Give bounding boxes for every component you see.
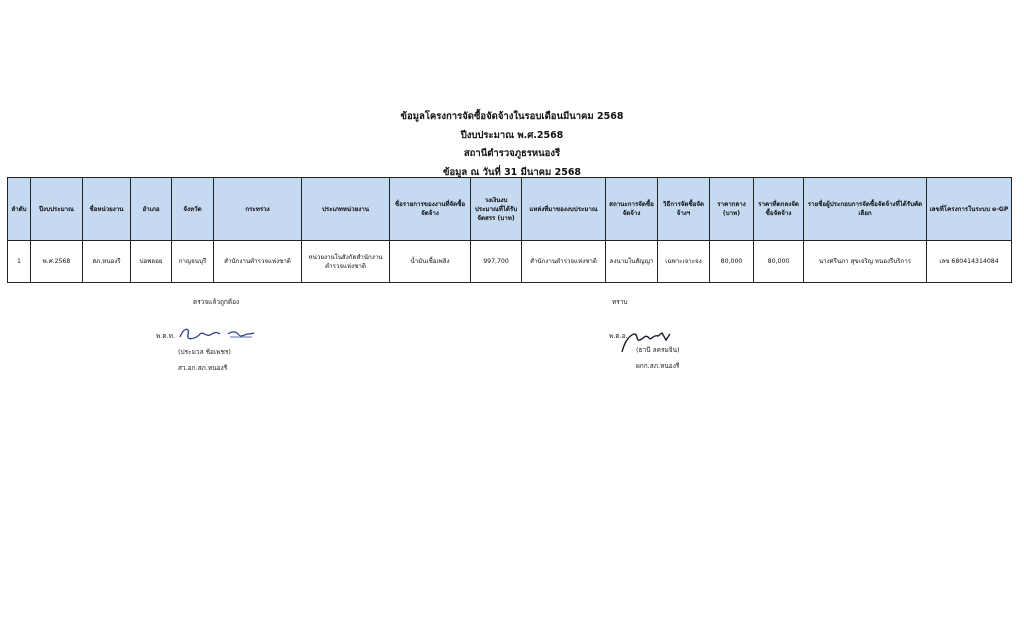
cell-status: ลงนามในสัญญา [606, 241, 658, 283]
cell-method: เฉพาะเจาะจง [658, 241, 710, 283]
col-header-ministry: กระทรวง [214, 178, 302, 241]
as-of-date-title: ข้อมูล ณ วันที่ 31 มีนาคม 2568 [442, 166, 582, 178]
cell-seq: 1 [8, 241, 31, 283]
left-signer-rank: พ.ต.ท. [156, 332, 175, 340]
station-title: สถานีตำรวจภูธรหนองรี [463, 148, 561, 159]
right-signer-position: ผกก.สภ.หนองรี [636, 362, 680, 370]
cell-egp-number: เลข 680414314084 [927, 241, 1012, 283]
fiscal-year-title: ปีงบประมาณ พ.ศ.2568 [460, 129, 564, 141]
cell-fiscal-year: พ.ศ.2568 [31, 241, 83, 283]
col-header-contractor: รายชื่อผู้ประกอบการจัดซื้อจัดจ้างที่ได้รับคัดเลือก [804, 178, 927, 241]
col-header-egp-number: เลขที่โครงการในระบบ e-GP [927, 178, 1012, 241]
left-signature-scribble [176, 325, 258, 345]
cell-contractor: นางศรีนภา สุขเจริญ หนองรีบริการ [804, 241, 927, 283]
col-header-budget-source: แหล่งที่มาของงบประมาณ [522, 178, 606, 241]
right-signer-rank: พ.ต.อ. [609, 332, 628, 340]
left-signer-position: สว.อก.สภ.หนองรี [178, 364, 228, 372]
col-header-agreed-price: ราคาที่ตกลงจัดซื้อจัดจ้าง [754, 178, 804, 241]
left-approval-caption: ตรวจแล้วถูกต้อง [193, 298, 240, 306]
table-row [8, 241, 1012, 283]
col-header-seq: ลำดับ [8, 178, 31, 241]
col-header-agency: ชื่อหน่วยงาน [83, 178, 131, 241]
report-title: ข้อมูลโครงการจัดซื้อจัดจ้างในรอบเดือนมีนาคม 2568 [400, 111, 624, 122]
col-header-status: สถานะการจัดซื้อจัดจ้าง [606, 178, 658, 241]
table-header-row [8, 178, 1012, 241]
col-header-district: อำเภอ [131, 178, 172, 241]
cell-agency: สภ.หนองรี [83, 241, 131, 283]
right-approval-caption: ทราบ [612, 298, 628, 306]
right-signer-name: (ธานี ลครมจิน) [636, 346, 680, 354]
cell-agreed-price: 80,000 [754, 241, 804, 283]
cell-province: กาญจนบุรี [172, 241, 214, 283]
cell-budget: 997,700 [471, 241, 522, 283]
cell-ministry: สำนักงานตำรวจแห่งชาติ [214, 241, 302, 283]
procurement-table [7, 177, 1012, 283]
cell-budget-source: สำนักงานตำรวจแห่งชาติ [522, 241, 606, 283]
col-header-province: จังหวัด [172, 178, 214, 241]
col-header-budget: วงเงินงบประมาณที่ได้รับจัดสรร (บาท) [471, 178, 522, 241]
col-header-fiscal-year: ปีงบประมาณ [31, 178, 83, 241]
left-signer-name: (ประมวล ช้อเพชร) [178, 348, 231, 356]
col-header-agency-type: ประเภทหน่วยงาน [302, 178, 390, 241]
col-header-method: วิธีการจัดซื้อจัดจ้างฯ [658, 178, 710, 241]
report-title-block [0, 108, 1024, 182]
cell-district: บ่อพลอย [131, 241, 172, 283]
cell-median-price: 80,000 [710, 241, 754, 283]
cell-agency-type: หน่วยงานในสังกัดสำนักงานตำรวจแห่งชาติ [302, 241, 390, 283]
col-header-item-name: ชื่อรายการของงานที่จัดซื้อจัดจ้าง [390, 178, 471, 241]
col-header-median-price: ราคากลาง (บาท) [710, 178, 754, 241]
cell-item-name: น้ำมันเชื้อเพลิง [390, 241, 471, 283]
